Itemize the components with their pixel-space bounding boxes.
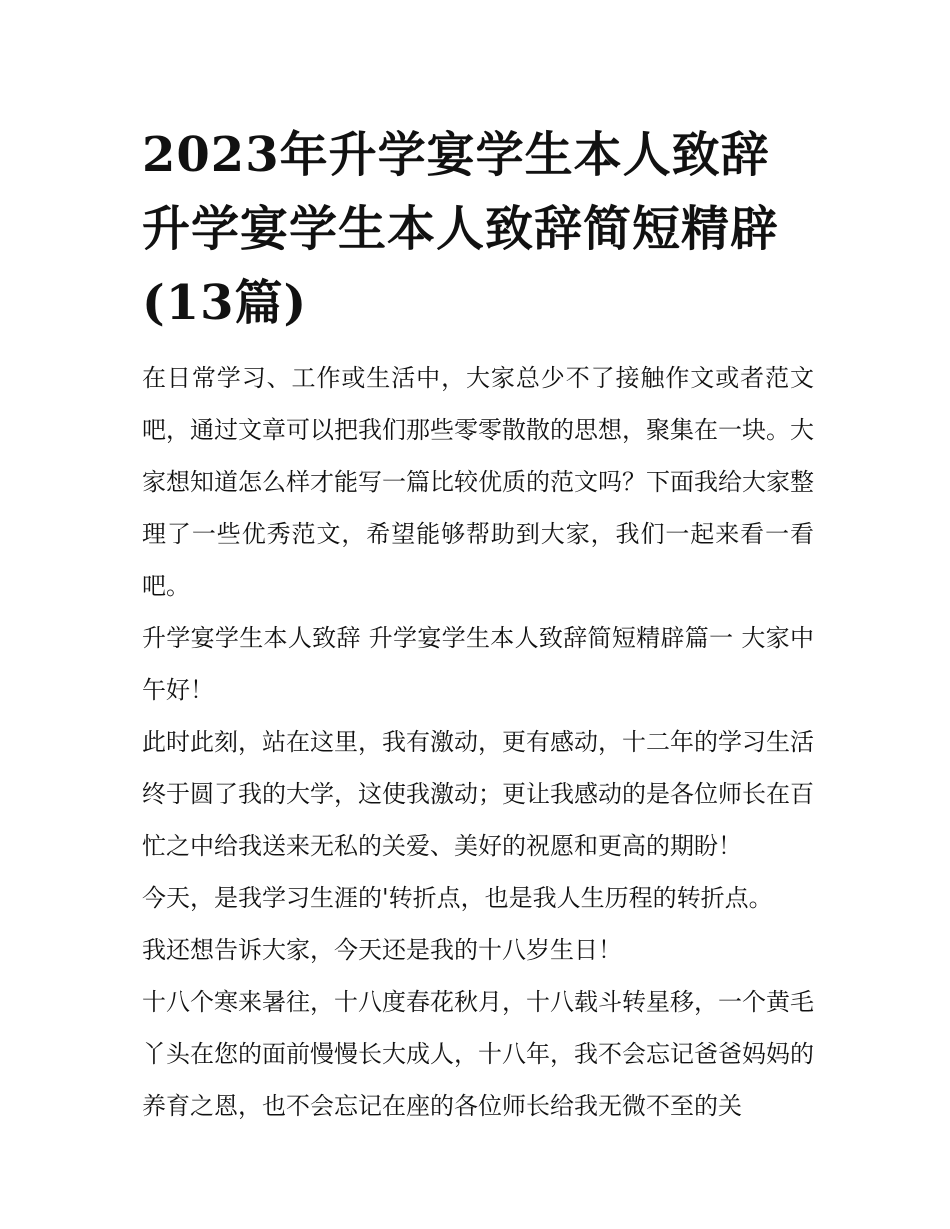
paragraph-emotion: 此时此刻，站在这里，我有激动，更有感动，十二年的学习生活终于圆了我的大学，这使我激动；更让我感动的是各位师长在百忙之中给我送来无私的关爱、美好的祝愿和更高的期盼！: [142, 728, 814, 860]
paragraph-intro: 在日常学习、工作或生活中，大家总少不了接触作文或者范文吧，通过文章可以把我们那些零零散散的思想，聚集在一块。大家想知道怎么样才能写一篇比较优质的范文吗？下面我给大家整理了一些优秀范文，希望能够帮助到大家，我们一起来看一看吧。: [142, 364, 814, 600]
title-line-3: (13篇): [142, 275, 308, 331]
document-body: [142, 118, 814, 1132]
paragraph-turning-point: 今天，是我学习生涯的'转折点，也是我人生历程的转折点。: [142, 884, 773, 912]
paragraph-heading-greeting: 升学宴学生本人致辞 升学宴学生本人致辞简短精辟篇一 大家中午好！: [142, 624, 814, 704]
paragraph-birthday: 我还想告诉大家，今天还是我的十八岁生日！: [142, 936, 622, 964]
title-line-2: 升学宴学生本人致辞简短精辟: [142, 201, 780, 257]
title-line-1: 2023年升学宴学生本人致辞: [142, 127, 770, 183]
document-title: [142, 118, 814, 340]
paragraph-eighteen-years: 十八个寒来暑往，十八度春花秋月，十八载斗转星移，一个黄毛丫头在您的面前慢慢长大成人，十八年，我不会忘记爸爸妈妈的养育之恩，也不会忘记在座的各位师长给我无微不至的关: [142, 988, 814, 1120]
